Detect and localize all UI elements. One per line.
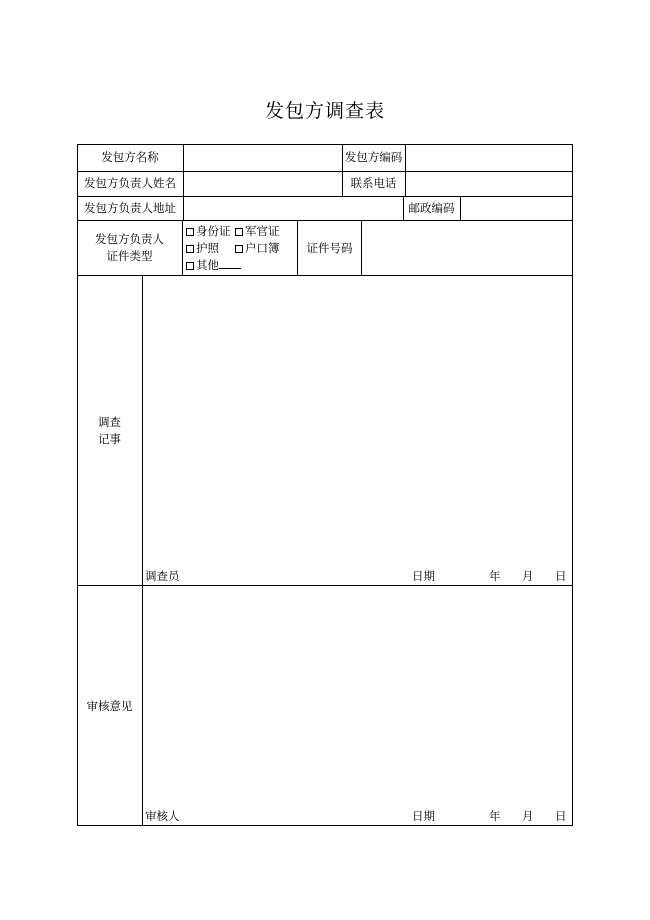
contractor-name-label: 发包方名称 [101,150,159,164]
postcode-label: 邮政编码 [408,200,455,215]
id-number-label: 证件号码 [306,240,353,255]
review-opinion-area[interactable] [143,586,572,806]
investigation-notes-area[interactable] [143,276,572,566]
page-title: 发包方调查表 [264,100,385,122]
other-option-label: 其他 [196,258,219,272]
passport-option[interactable] [186,241,219,255]
review-year-label: 年 [489,809,501,823]
passport-option-label: 护照 [196,241,219,255]
investigation-date-label: 日期 [412,569,435,583]
person-name-field[interactable] [184,172,342,196]
id-type-label [77,221,182,275]
investigation-label-line1: 调查 [98,414,121,429]
address-label: 发包方负责人地址 [84,200,176,215]
checkbox-icon[interactable] [186,262,194,270]
military-option[interactable] [235,224,280,238]
investigation-label-line2: 记事 [98,431,121,446]
address-field[interactable] [184,197,403,220]
checkbox-icon[interactable] [186,245,194,253]
investigation-month-label: 月 [522,569,534,583]
id-number-field[interactable] [362,221,572,275]
military-option-label: 军官证 [245,224,280,238]
checkbox-icon[interactable] [235,228,243,236]
phone-label: 联系电话 [350,176,397,190]
id-type-label-line1: 发包方负责人 [95,232,164,246]
review-label: 审核意见 [86,698,133,713]
id-card-option[interactable] [186,224,231,238]
id-type-label-line2: 证件类型 [106,249,153,263]
investigation-day-label: 日 [555,569,567,583]
person-name-label: 发包方负责人姓名 [84,176,176,190]
household-option[interactable] [235,241,280,255]
postcode-field[interactable] [461,197,572,220]
review-month-label: 月 [522,809,534,823]
contractor-name-field[interactable] [184,145,342,171]
contractor-code-field[interactable] [406,145,572,171]
investigation-year-label: 年 [489,569,501,583]
checkbox-icon[interactable] [186,228,194,236]
col-divider [182,220,183,275]
phone-field[interactable] [406,172,572,196]
other-option[interactable] [186,258,241,272]
checkbox-icon[interactable] [235,245,243,253]
household-option-label: 户口簿 [245,241,280,255]
id-card-option-label: 身份证 [196,224,231,238]
other-blank-line[interactable] [219,258,241,269]
review-day-label: 日 [555,809,567,823]
review-date-label: 日期 [412,809,435,823]
investigation-label [77,276,142,585]
contractor-code-label: 发包方编码 [344,150,403,164]
reviewer-label: 审核人 [145,809,180,823]
investigator-label: 调查员 [145,569,180,583]
